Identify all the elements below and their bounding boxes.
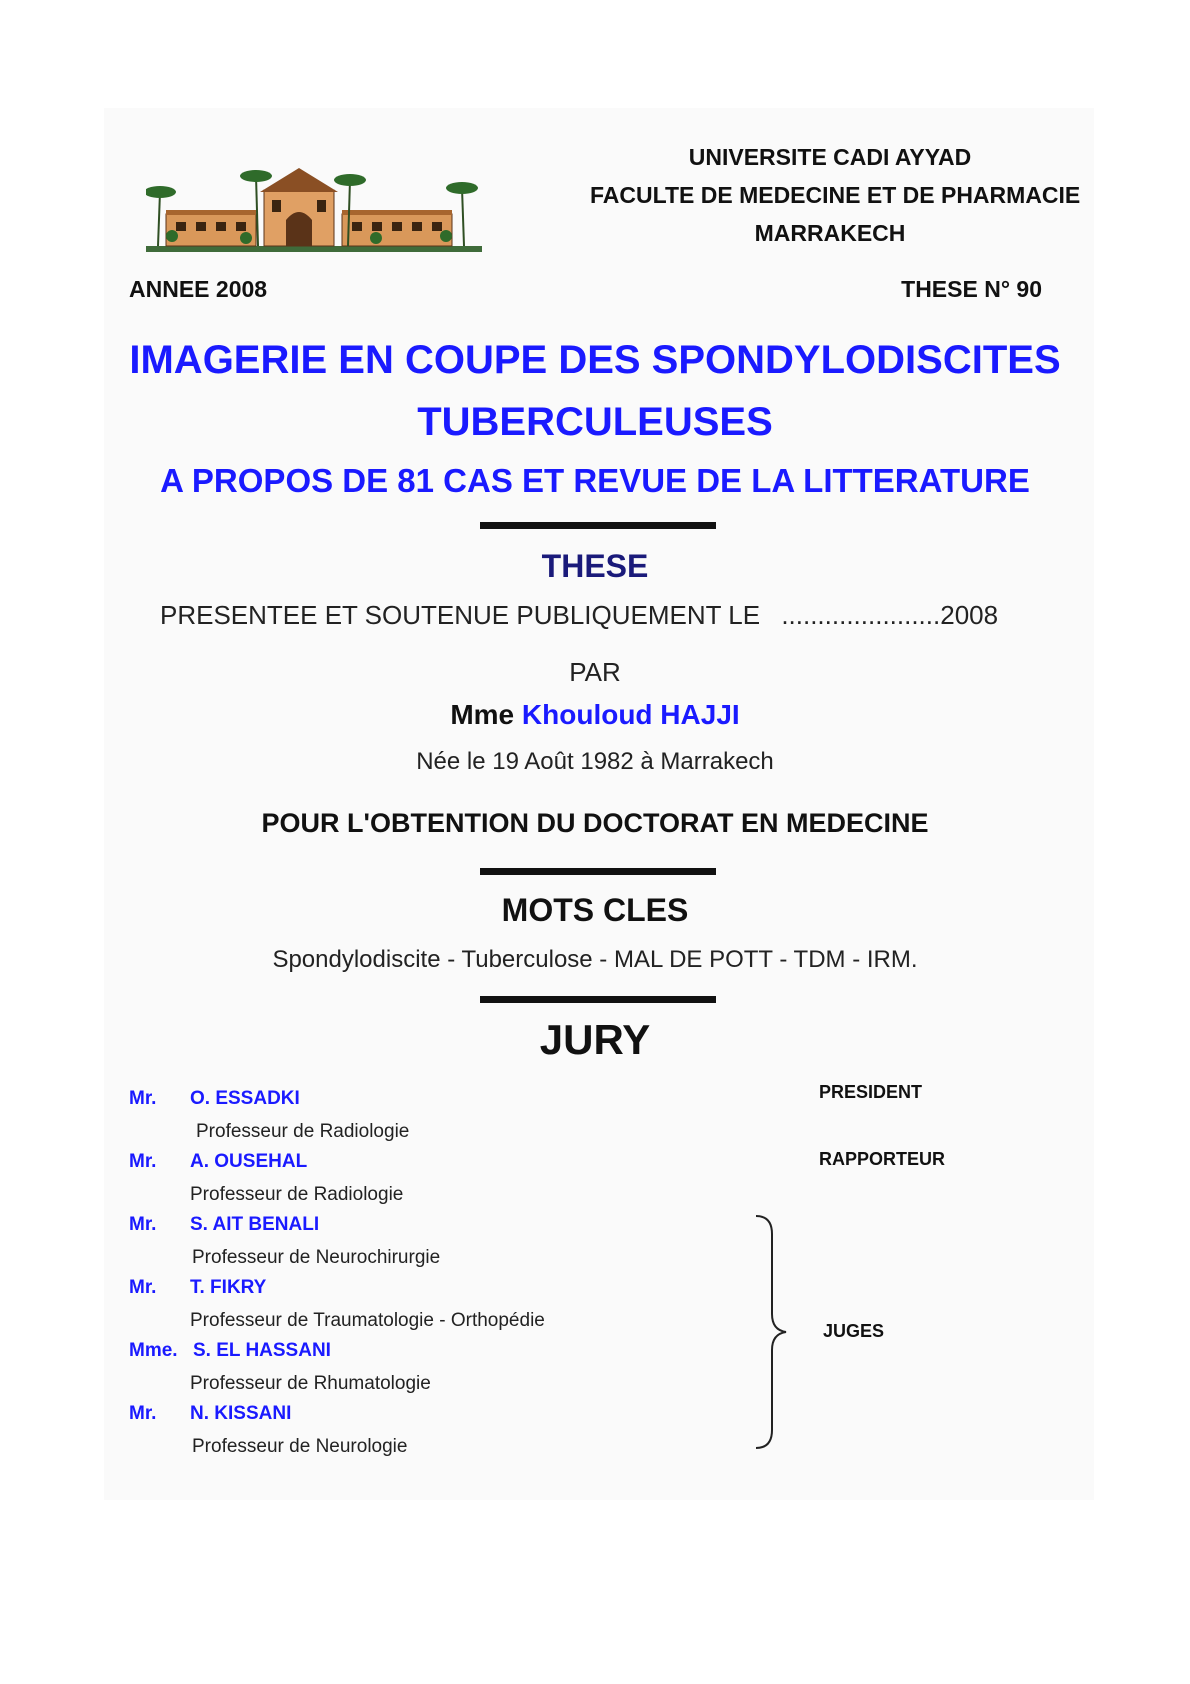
jury-member-name: S. EL HASSANI	[193, 1340, 331, 1361]
jury-member-name: N. KISSANI	[190, 1403, 292, 1424]
role-juges: JUGES	[823, 1321, 885, 1341]
thesis-title-line1: IMAGERIE EN COUPE DES SPONDYLODISCITES	[129, 338, 1061, 382]
divider-rule	[480, 522, 716, 529]
jury-member-role: Professeur de Neurochirurgie	[192, 1247, 441, 1268]
university-name: UNIVERSITE CADI AYYAD	[688, 144, 972, 170]
role-president: PRESIDENT	[819, 1082, 923, 1102]
keywords-text: Spondylodiscite - Tuberculose - MAL DE POTT - TDM - IRM.	[272, 946, 918, 973]
date-dots: ......................	[781, 600, 941, 630]
author-name: Khouloud HAJJI	[521, 699, 740, 730]
jury-member-role: Professeur de Neurologie	[192, 1436, 408, 1457]
presented-line	[160, 600, 998, 631]
jury-member-title: Mr.	[129, 1088, 157, 1109]
academic-year: ANNEE 2008	[129, 276, 268, 302]
jury-member-name: A. OUSEHAL	[190, 1151, 308, 1172]
faculty-building-logo	[146, 164, 482, 252]
jury-member-name: T. FIKRY	[190, 1277, 267, 1298]
jury-member-role: Professeur de Rhumatologie	[190, 1373, 431, 1394]
jury-label: JURY	[539, 1016, 651, 1063]
degree-line: POUR L'OBTENTION DU DOCTORAT EN MEDECINE	[261, 808, 929, 838]
city-name: MARRAKECH	[754, 220, 906, 246]
author-line	[0, 699, 1190, 731]
divider-rule	[480, 868, 716, 875]
jury-member-title: Mr.	[129, 1277, 157, 1298]
date-year: 2008	[940, 600, 999, 630]
author-title: Mme	[450, 699, 515, 730]
jury-member-title: Mr.	[129, 1151, 157, 1172]
jury-member-name: S. AIT BENALI	[190, 1214, 320, 1235]
jury-member-title: Mr.	[129, 1214, 157, 1235]
faculty-name: FACULTE DE MEDECINE ET DE PHARMACIE	[590, 182, 1081, 208]
par-label: PAR	[569, 657, 621, 687]
jury-member-role: Professeur de Radiologie	[196, 1121, 410, 1142]
keywords-label: MOTS CLES	[501, 892, 689, 928]
jury-member-role: Professeur de Traumatologie - Orthopédie	[190, 1310, 545, 1331]
juges-brace	[752, 1212, 802, 1452]
thesis-subtitle: A PROPOS DE 81 CAS ET REVUE DE LA LITTERATURE	[160, 462, 1030, 499]
jury-member-name: O. ESSADKI	[190, 1088, 300, 1109]
divider-rule	[480, 996, 716, 1003]
jury-member-role: Professeur de Radiologie	[190, 1184, 404, 1205]
thesis-title-line2: TUBERCULEUSES	[417, 400, 773, 444]
these-label: THESE	[541, 548, 649, 584]
presented-text: PRESENTEE ET SOUTENUE PUBLIQUEMENT LE	[160, 600, 761, 630]
birth-info: Née le 19 Août 1982 à Marrakech	[416, 748, 774, 775]
jury-member-title: Mr.	[129, 1403, 157, 1424]
thesis-number: THESE N° 90	[901, 276, 1042, 302]
jury-member-title: Mme.	[129, 1340, 178, 1361]
role-rapporteur: RAPPORTEUR	[819, 1149, 946, 1169]
